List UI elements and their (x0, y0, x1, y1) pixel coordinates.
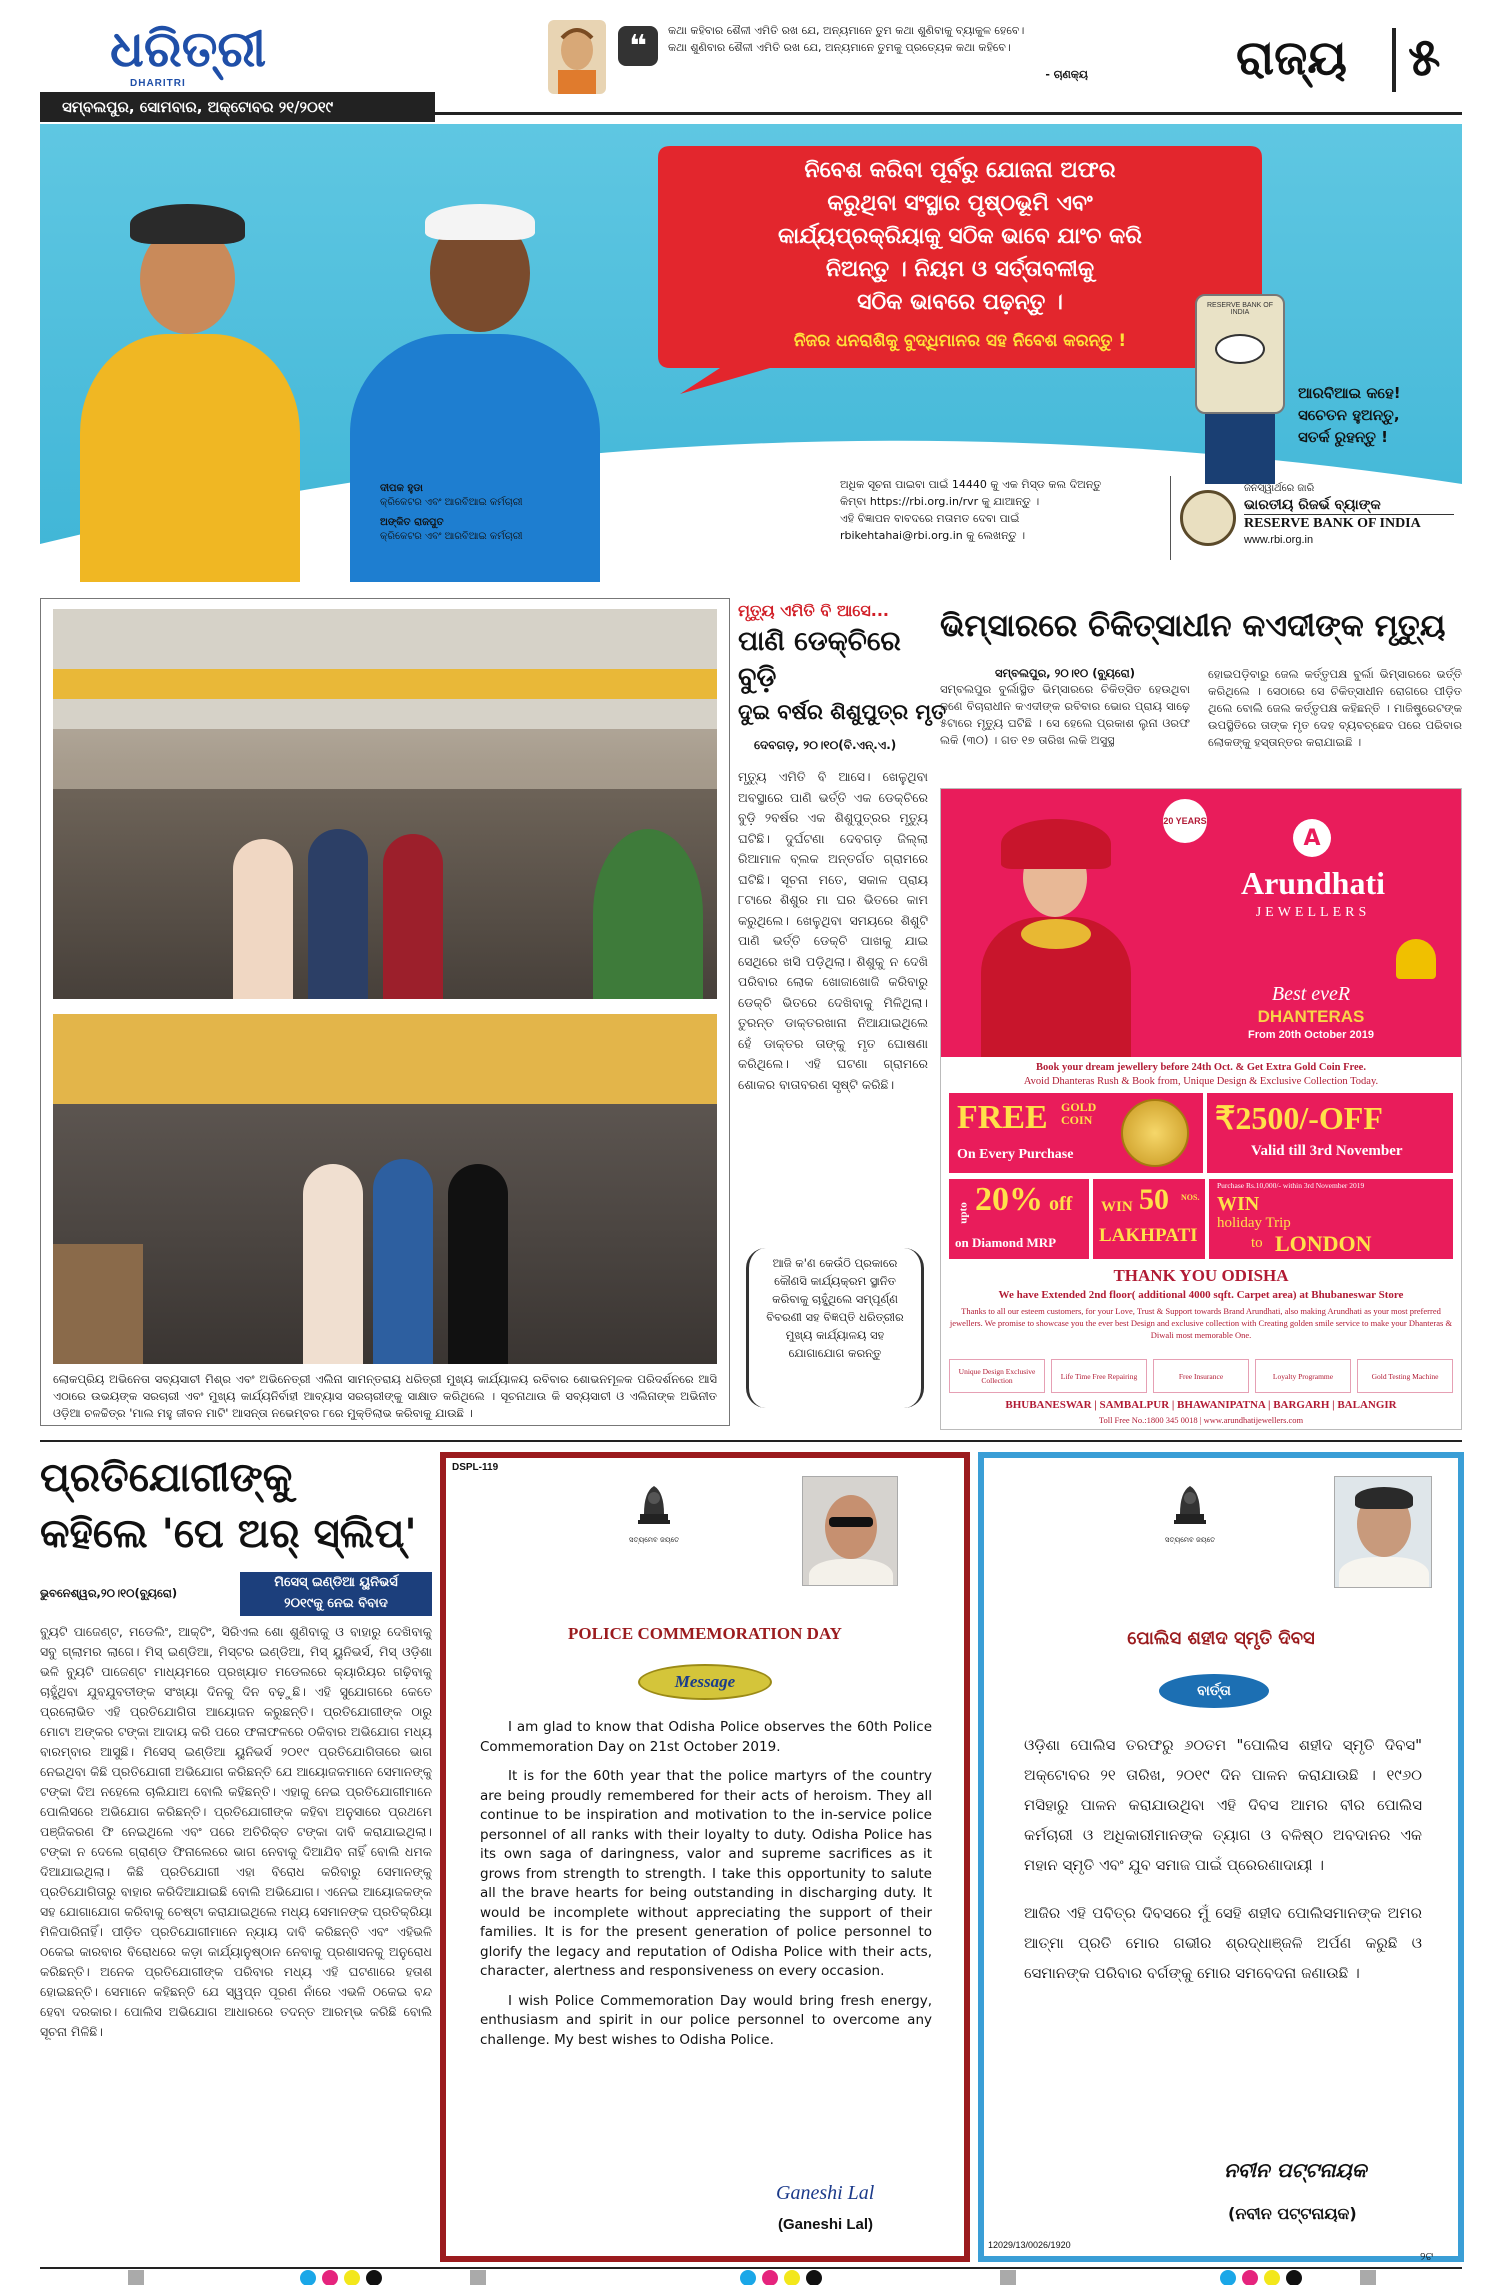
bubble-line-5: ସଠିକ ଭାବରେ ପଢ଼ନ୍ତୁ । (857, 290, 1063, 315)
person1-role: କ୍ରିକେଟର ଏବଂ ଆରବିଆଇ କର୍ମଚାରୀ (380, 497, 523, 508)
free-label: FREE (957, 1099, 1048, 1136)
footer-rule (40, 2267, 1462, 2269)
arundhati-hero (941, 789, 1461, 1057)
quote-author: - ଚାଣକ୍ୟ (1045, 68, 1088, 81)
bubble-tagline: ନିଜର ଧନରାଶିକୁ ବୁଦ୍ଧିମାନର ସହ ନିବେଶ କରନ୍ତୁ ! (793, 331, 1127, 351)
person1-name: ଦୀପକ ହୁଡା (380, 483, 423, 494)
drowning-body: ମୃତ୍ୟୁ ଏମିତି ବି ଆସେ। ଖେଳୁଥିବା ଅବସ୍ଥାରେ ପାଣି ଭର୍ତ୍ତି ଏକ ଡେକ୍‌ଚିରେ ବୁଡ଼ି ୨ବର୍ଷର ଏକ ଶିଶୁପୁତ୍ରର ମୃତ୍ୟୁ ଘଟିଛି। ଦୁର୍ଘଟଣା ଦେବଗଡ଼ ଜିଲ୍ଲା ରିଆମାଳ ବ୍ଲକ ଅନ୍ତର୍ଗତ ଗ୍ରାମରେ ଘଟିଛି। ସୂଚନା ମତେ, ସକାଳ ପ୍ରାୟ ୮ଟାରେ ଶିଶୁର ମା ଘର ଭିତରେ କାମ କରୁଥିଲେ। ଖେଳୁଥିବା ସମୟରେ ଶିଶୁଟି ପାଣି ଭର୍ତ୍ତି ଡେକ୍‌ଚି ପାଖକୁ ଯାଇ ସେଥିରେ ଖସି ପଡ଼ିଥିଲା। ଶିଶୁକୁ ନ ଦେଖି ପରିବାର ଲୋକ ଖୋଜାଖୋଜି କରିବାରୁ ଡେକ୍‌ଚି ଭିତରେ ଦେଖିବାକୁ ମିଳିଥିଲା। ତୁରନ୍ତ ଡାକ୍ତରଖାନା ନିଆଯାଇଥିଲେ ହେଁ ଡାକ୍ତର ତାଙ୍କୁ ମୃତ ଘୋଷଣା କରିଥିଲେ। ଏହି ଘଟଣା ଗ୍ରାମରେ ଶୋକର ବାତାବରଣ ସୃଷ୍ଟି କରିଛି। (738, 769, 928, 1092)
info-line-2: କିମ୍ବା https://rbi.org.in/rvr କୁ ଯାଆନ୍ତୁ । (840, 495, 1040, 508)
page-number: ୫ (1408, 28, 1441, 88)
offer-free-gold (949, 1093, 1203, 1173)
drowning-story (738, 598, 947, 1428)
prison-col-2 (1208, 666, 1462, 751)
lantern-icon (1396, 939, 1436, 979)
registration-marks (0, 2270, 1500, 2285)
book-line-2: Avoid Dhanteras Rush & Book from, Unique Design & Exclusive Collection Today. (1023, 1076, 1379, 1087)
prison-story (940, 598, 1462, 778)
cm-code: 12029/13/0026/1920 (988, 2240, 1071, 2250)
cm-emblem-caption: ସତ୍ୟମେବ ଜୟତେ (1164, 1536, 1216, 1544)
arundhati-brand: Arundhati (1240, 865, 1386, 901)
rbi-info-divider (1170, 476, 1171, 560)
bubble-line-3: କାର୍ଯ୍ୟପ୍ରକ୍ରିୟାକୁ ସଠିକ ଭାବେ ଯାଂଚ କରି (778, 224, 1142, 249)
issued-by: ଜନସ୍ୱାର୍ଥରେ ଜାରି (1244, 483, 1315, 494)
upto-label: upto (957, 1202, 970, 1224)
person2-name: ଅଙ୍କିତ ରାଜପୁତ (380, 517, 444, 528)
arundhati-advertisement (940, 788, 1462, 1430)
governor-code: DSPL-119 (452, 1462, 499, 1473)
prison-col-1 (940, 666, 1190, 749)
cm-message-badge: ବାର୍ତ୍ତା (1159, 1674, 1269, 1708)
bubble-line-1: ନିବେଶ କରିବା ପୂର୍ବରୁ ଯୋଜନା ଅଫର (804, 158, 1116, 183)
thanks-title: THANK YOU ODISHA (1113, 1266, 1289, 1285)
governor-name: (Ganeshi Lal) (778, 2216, 874, 2233)
notice-text: ଆଜି କ'ଣ କେଉଁଠି ପ୍ରକାରେ କୌଣସି କାର୍ଯ୍ୟକ୍ରମ ସ୍ଥାନିତ କରିବାକୁ ଚାହୁଁଥିଲେ ସମ୍ପୂର୍ଣ୍ଣ ବିବରଣୀ ସହ ବିଜ୍ଞପ୍ତି ଧରିତ୍ରୀର ମୁଖ୍ୟ କାର୍ଯ୍ୟାଳୟ ସହ ଯୋଗାଯୋଗ କରନ୍ତୁ (766, 1256, 904, 1360)
footer-page-mark: ୨ଟ (1420, 2250, 1434, 2263)
feature-testing: Gold Testing Machine (1357, 1359, 1453, 1393)
chanakya-portrait (548, 20, 606, 94)
group-photo-1 (53, 609, 717, 999)
national-emblem-icon (634, 1478, 674, 1534)
trip-purchase: Purchase Rs.10,000/- within 3rd November 2019 (1217, 1181, 1365, 1190)
cm-portrait (1334, 1476, 1432, 1588)
gold-coin-label: GOLD COIN (1061, 1100, 1097, 1127)
offer-diamond (949, 1179, 1089, 1259)
off-amount: ₹2500/-OFF (1215, 1100, 1383, 1136)
drowning-headline-1: ପାଣି ଡେକ୍‌ଚିରେ ବୁଡ଼ି (738, 626, 901, 693)
promo-dhanteras: DHANTERAS (1257, 1007, 1365, 1026)
book-note (941, 1061, 1461, 1089)
rbi-odia-name: ଭାରତୀୟ ରିଜର୍ଭ ବ୍ୟାଙ୍କ (1244, 497, 1381, 513)
lakhpati-count: 50 (1139, 1183, 1169, 1216)
photo-block (40, 598, 730, 1426)
drowning-dateline: ଦେବଗଡ଼, ୨୦।୧୦(ବି.ଏନ୍.ଏ.) (754, 738, 897, 752)
diamond-percent: 20% (975, 1181, 1043, 1218)
info-line-3: ଏହି ବିଜ୍ଞାପନ ବାବଦରେ ମତାମତ ଦେବା ପାଇଁ (840, 512, 1020, 525)
logo-text: ଧରିତ୍ରୀ (110, 19, 267, 78)
mascot-line-3: ସତର୍କ ରୁହନ୍ତୁ ! (1298, 428, 1388, 446)
message-badge: Message (638, 1664, 772, 1700)
daily-quote (668, 22, 1088, 97)
section-name: ରାଜ୍ୟ (1236, 30, 1347, 86)
trip-to: to (1251, 1235, 1263, 1251)
info-line-1: ଅଧିକ ସୂଚନା ପାଇବା ପାଇଁ 14440 କୁ ଏକ ମିସ୍ଡ କଲ ଦିଅନ୍ତୁ (840, 478, 1102, 491)
trip-holiday: holiday Trip (1217, 1215, 1291, 1231)
prison-body-1: ସମ୍ବଲପୁର ବୁର୍ଲାସ୍ଥିତ ଭିମ୍‌ସାରରେ ଚିକିତ୍ସିତ ହେଉଥିବା ଜଣେ ବିଚାରାଧୀନ କଏଦୀଙ୍କ ରବିବାର ଭୋର ପ୍ରାୟ ସାଢ଼େ ୫ଟାରେ ମୃତ୍ୟୁ ଘଟିଛି । ସେ ହେଲେ ପ୍ରକାଶ ଲୁନା ଓରଫ ଲକି (୩୦) । ଗତ ୧୭ ତାରିଖ ଲକି ଅସୁସ୍ଥ (940, 682, 1190, 747)
promo-date: From 20th October 2019 (1248, 1029, 1374, 1041)
cm-signature: ନବୀନ ପଟ୍ଟନାୟକ (1224, 2158, 1367, 2182)
thanks-block (949, 1265, 1453, 1341)
masthead-rule (435, 112, 1462, 115)
every-purchase: On Every Purchase (957, 1147, 1074, 1162)
governor-message (440, 1452, 970, 2262)
lakhpati-nos: NOS. (1181, 1193, 1200, 1202)
drowning-headline-2: ଦୁଇ ବର୍ଷର ଶିଶୁପୁତ୍ର ମୃତ (738, 700, 947, 724)
governor-portrait (802, 1476, 898, 1586)
gold-coin-icon (1121, 1099, 1189, 1167)
mascot-callout (1298, 382, 1448, 448)
store-cities: BHUBANESWAR | SAMBALPUR | BHAWANIPATNA | BARGARH | BALANGIR (1005, 1399, 1397, 1411)
rbi-brand (1244, 480, 1454, 549)
notice-box (746, 1248, 924, 1408)
cm-body (1024, 1730, 1422, 1988)
pay-headline-1: ପ୍ରତିଯୋଗୀଙ୍କୁ (40, 1455, 293, 1501)
pay-body: ବ୍ୟୁଟି ପାଜେଣ୍ଟ, ମଡେଲିଂ, ଆକ୍ଟିଂ, ସିରିଏଲ ଶୋ ଶୁଣିବାକୁ ଓ ବାହାରୁ ଦେଖିବାକୁ ସବୁ ଗ୍ଲାମର ଲାଗେ। ମିସ୍ ଇଣ୍ଡିଆ, ମିସ୍ଟର ଇଣ୍ଡିଆ, ମିସ୍ ୟୁନିଭର୍ସ, ମିସ୍ ଓଡ଼ିଶା ଭଳି ବ୍ୟୁଟି ପାଜେଣ୍ଟ ମାଧ୍ୟମରେ ପ୍ରଖ୍ୟାତ ମଡେଲରେ କ୍ୟାରିୟର ଗଢ଼ିବାକୁ ଚାହୁଁଥିବା ଯୁବଯୁବତୀଙ୍କ ସଂଖ୍ୟା ଦିନକୁ ଦିନ ବଢ଼ୁଛି। ଏହି ସୁଯୋଗରେ କେତେ ପ୍ରଲୋଭିତ ଏହି ପ୍ରତିଯୋଗିତା ଆୟୋଜନ କରୁଛନ୍ତି। ପ୍ରତିଯୋଗୀଙ୍କ ଠାରୁ ମୋଟା ଅଙ୍କର ଟଙ୍କା ଆଦାୟ କରି ପରେ ଫଳାଫଳରେ ଠକିବାର ଅଭିଯୋଗ ମଧ୍ୟ ବାରମ୍ବାର ଆସୁଛି। ମିସେସ୍ ଇଣ୍ଡିଆ ୟୁନିଭର୍ସ ୨୦୧୯ ପ୍ରତିଯୋଗିତାରେ ଭାଗ ନେଇଥିବା କିଛି ପ୍ରତିଯୋଗୀ ଅଭିଯୋଗ କରିଛନ୍ତି ଯେ ଆୟୋଜକମାନେ ସେମାନଙ୍କୁ ଟଙ୍କା ଦିଅ ନହେଲେ ଚାଲିଯାଅ ବୋଲି କହିଛନ୍ତି। ଏହାକୁ ନେଇ ପ୍ରତିଯୋଗୀମାନେ ପୋଲିସରେ ଅଭିଯୋଗ କରିଛନ୍ତି। ପ୍ରତିଯୋଗୀଙ୍କ କହିବା ଅନୁସାରେ ପ୍ରଥମେ ପଞ୍ଜିକରଣ ଫି ନେଇଥିଲେ ଏବଂ ପରେ ଅତିରିକ୍ତ ଟଙ୍କା ଦାବି କରାଯାଇଥିଲା। ଟଙ୍କା ନ ଦେଲେ ଗ୍ରାଣ୍ଡ ଫିନାଲେରେ ଭାଗ ନେବାକୁ ଦିଆଯିବ ନାହିଁ ବୋଲି ଧମକ ଦିଆଯାଇଥିଲା। କିଛି ପ୍ରତିଯୋଗୀ ଏହା ବିରୋଧ କରିବାରୁ ସେମାନଙ୍କୁ ପ୍ରତିଯୋଗିତାରୁ ବାହାର କରିଦିଆଯାଇଛି ବୋଲି ଅଭିଯୋଗ। ଏନେଇ ଆୟୋଜକଙ୍କ ସହ ଯୋଗାଯୋଗ କରିବାକୁ ଚେଷ୍ଟା କରାଯାଇଥିଲେ ମଧ୍ୟ ସେମାନଙ୍କ ପ୍ରତିକ୍ରିୟା ମିଳିପାରିନାହିଁ। ପୀଡ଼ିତ ପ୍ରତିଯୋଗୀମାନେ ନ୍ୟାୟ ଦାବି କରିଛନ୍ତି ଏବଂ ଏହିଭଳି ଠକେଇ କାରବାର ବିରୋଧରେ କଡ଼ା କାର୍ଯ୍ୟାନୁଷ୍ଠାନ ନେବାକୁ ପ୍ରଶାସନକୁ ଅନୁରୋଧ କରିଛନ୍ତି। ଅନେକ ପ୍ରତିଯୋଗୀଙ୍କ ପରିବାର ମଧ୍ୟ ଏହି ଘଟଣାରେ ହତାଶ ହୋଇଛନ୍ତି। ସେମାନେ କହିଛନ୍ତି ଯେ ସ୍ୱପ୍ନ ପୂରଣ ନାଁରେ ଏଭଳି ଠକେଇ ବନ୍ଦ ହେବା ଦରକାର। ପୋଲିସ ଅଭିଯୋଗ ଆଧାରରେ ତଦନ୍ତ ଆରମ୍ଭ କରିଛି ବୋଲି ସୂଚନା ମିଳିଛି। (40, 1624, 432, 2039)
dateline-bar (40, 92, 435, 122)
bubble-line-2: କରୁଥିବା ସଂସ୍ଥାର ପୃଷ୍ଠଭୂମି ଏବଂ (827, 191, 1093, 216)
offer-london-trip (1209, 1179, 1453, 1259)
thanks-line: We have Extended 2nd floor( additional 4000 sqft. Carpet area) at Bhubaneswar Store (998, 1289, 1404, 1301)
governor-title: POLICE COMMEMORATION DAY (568, 1624, 842, 1643)
lakhpati-label: LAKHPATI (1099, 1225, 1198, 1246)
lakhpati-win: WIN (1101, 1199, 1133, 1215)
person2-role: କ୍ରିକେଟର ଏବଂ ଆରବିଆଇ କର୍ମଚାରୀ (380, 531, 523, 542)
pay-tag-line-1: ମିସେସ୍ ଇଣ୍ଡିଆ ୟୁନିଭର୍ସ (274, 1575, 398, 1590)
rbi-seal (1180, 490, 1236, 546)
cm-name: (ନବୀନ ପଟ୍ଟନାୟକ) (1228, 2204, 1357, 2223)
drowning-kicker: ମୃତ୍ୟୁ ଏମିତି ବି ଆସେ... (738, 601, 889, 620)
offer-lakhpati (1093, 1179, 1205, 1259)
trip-win: WIN (1217, 1193, 1260, 1215)
toll-free: Toll Free No.:1800 345 0018 | www.arundhatijewellers.com (1098, 1415, 1304, 1425)
cm-para-1: ଓଡ଼ିଶା ପୋଲିସ ତରଫରୁ ୬୦ତମ "ପୋଲିସ ଶହୀଦ ସ୍ମୃତି ଦିବସ" ଅକ୍ଟୋବର ୨୧ ତାରିଖ, ୨୦୧୯ ଦିନ ପାଳନ କରାଯାଉଛି । ୧୯୬୦ ମସିହାରୁ ପାଳନ କରାଯାଉଥିବା ଏହି ଦିବସ ଆମର ବୀର ପୋଲିସ କର୍ମଚାରୀ ଓ ଅଧିକାରୀମାନଙ୍କ ତ୍ୟାଗ ଓ ବଳିଷ୍ଠ ଅବଦାନର ଏକ ମହାନ ସ୍ମୃତି ଏବଂ ଯୁବ ସମାଜ ପାଇଁ ପ୍ରେରଣାଦାୟୀ । (1024, 1736, 1422, 1874)
cm-title: ପୋଲିସ ଶହୀଦ ସ୍ମୃତି ଦିବସ (1127, 1628, 1315, 1649)
bride-figure (981, 809, 1131, 1057)
thanks-small: Thanks to all our esteem customers, for your Love, Trust & Support towards Brand Arundhati, also making Arundhati as your most preferred jewellers. We promise to showcase you the ever best Design and exclusive collection with Creating golden smile service to make your Dhanteras & Diwali most memorable One. (949, 1306, 1453, 1340)
feature-strip (949, 1359, 1453, 1393)
dateline: ସମ୍ବଲପୁର, ସୋମବାର, ଅକ୍ଟୋବର ୨୧/୨୦୧୯ (62, 98, 334, 116)
governor-para-2: It is for the 60th year that the police martyrs of the country are being proudly remembered for their acts of heroism. They all continue to be inspiration and motivation to the in-service police personnel of all ranks with their loyalty to duty. Odisha Police has its own saga of daringness, valor and supreme sacrifices as it grows from strength to strength. I take this opportunity to salute all the brave hearts for being outstanding in discharging duty. It would be incomplete without appreciating the support of their families. It is for the present generation of police personnel to glorify the legacy and reputation of Odisha Police with their acts, character, alertness and responsiveness on every occasion. (480, 1768, 932, 1979)
mid-page-rule (40, 1440, 1462, 1442)
pay-dateline: ଭୁବନେଶ୍ୱର,୨୦।୧୦(ବ୍ୟୁରୋ) (40, 1586, 178, 1600)
person-credits (380, 482, 580, 544)
mascot-line-2: ସଚେତନ ହୁଅନ୍ତୁ, (1298, 406, 1400, 424)
anniversary-badge: 20 YEARS (1163, 799, 1207, 843)
pay-story (40, 1450, 432, 2260)
feature-repair: Life Time Free Repairing (1051, 1359, 1147, 1393)
governor-signature: Ganeshi Lal (776, 2182, 875, 2204)
governor-para-1: I am glad to know that Odisha Police observes the 60th Police Commemoration Day on 21st October 2019. (480, 1719, 932, 1755)
book-line-1: Book your dream jewellery before 24th Oct. & Get Extra Gold Coin Free. (1036, 1062, 1366, 1073)
logo (110, 18, 267, 98)
pay-tag-line-2: ୨୦୧୯କୁ ନେଇ ବିବାଦ (284, 1596, 388, 1611)
info-line-4: rbikehtahai@rbi.org.in କୁ ଲେଖନ୍ତୁ । (840, 529, 1026, 542)
quote-icon: ❝ (618, 26, 658, 66)
arundhati-brand-sub: JEWELLERS (1255, 905, 1371, 920)
mascot-note-label: RESERVE BANK OF INDIA (1206, 302, 1273, 316)
masthead (0, 0, 1500, 120)
bubble-line-4: ନିଅନ୍ତୁ । ନିୟମ ଓ ସର୍ତ୍ତାବଳୀକୁ (825, 257, 1095, 282)
feature-insurance: Free Insurance (1153, 1359, 1249, 1393)
promo-best-ever: Best eveR (1271, 983, 1351, 1005)
governor-body (480, 1718, 932, 2050)
diamond-off: off (1049, 1193, 1073, 1215)
mascot-line-1: ଆରବିଆଇ କହେ! (1298, 384, 1401, 402)
rbi-advertisement (40, 124, 1462, 582)
feature-unique: Unique Design Exclusive Collection (949, 1359, 1045, 1393)
pay-tag (240, 1572, 432, 1616)
diamond-mrp: on Diamond MRP (955, 1235, 1057, 1250)
governor-para-3: I wish Police Commemoration Day would bring fresh energy, enthusiasm and spirit in our police personnel to overcome any challenge. My best wishes to Odisha Police. (480, 1992, 932, 2048)
logo-subtext: DHARITRI (130, 78, 186, 89)
section-divider (1392, 28, 1396, 92)
trip-london: LONDON (1275, 1231, 1372, 1256)
prison-dateline: ସମ୍ବଲପୁର, ୨୦।୧୦ (ବ୍ୟୁରୋ) (995, 666, 1135, 680)
off-valid: Valid till 3rd November (1251, 1143, 1403, 1159)
group-photo-2 (53, 1014, 717, 1364)
governor-emblem-caption: ସତ୍ୟମେବ ଜୟତେ (628, 1536, 680, 1544)
quote-line-1: କଥା କହିବାର ଶୈଳୀ ଏମିତି ରଖ ଯେ, ଅନ୍ୟମାନେ ତୁମ କଥା ଶୁଣିବାକୁ ବ୍ୟାକୁଳ ହେବେ। (668, 24, 1025, 37)
rbi-english-name: RESERVE BANK OF INDIA (1244, 514, 1454, 532)
photo-caption: ଲୋକପ୍ରିୟ ଅଭିନେତା ସବ୍ୟସାଚୀ ମିଶ୍ର ଏବଂ ଅଭିନେତ୍ରୀ ଏଲିନା ସାମନ୍ତରାୟ ଧରିତ୍ରୀ ମୁଖ୍ୟ କାର୍ଯ୍ୟାଳୟ ରବିବାର ଶୋଭନମୂଳକ ପରିଦର୍ଶନରେ ଆସି ଏଠାରେ ଉଭୟଙ୍କ ସରଚାରୀ ଏବଂ ମୁଖ୍ୟ କାର୍ଯ୍ୟନିର୍ବାହୀ ଆବ୍ୟାସ ସରଚାରୀଙ୍କୁ ସାକ୍ଷାତ କରିଥିଲେ । ସୂଚନାଥାଉ କି ସବ୍ୟସାଚୀ ଓ ଏଲିନାଙ୍କ ଅଭିନୀତ ଓଡ଼ିଆ ଚଳଚ୍ଚିତ୍ର 'ମାଲ ମହୁ ଜୀବନ ମାଟି' ଆସନ୍ତା ନଭେମ୍ବର ୮ରେ ମୁକ୍ତିଲାଭ କରିବାକୁ ଯାଉଛି । (53, 1372, 717, 1420)
speech-bubble-text (680, 154, 1240, 358)
cm-emblem-icon (1170, 1478, 1210, 1534)
cm-message (978, 1452, 1464, 2262)
pay-headline-2: କହିଲେ 'ପେ ଅର୍ ସ୍ଲିପ୍' (40, 1511, 417, 1557)
prison-headline: ଭିମ୍‌ସାରରେ ଚିକିତ୍ସାଧୀନ କଏଦୀଙ୍କ ମୃତ୍ୟୁ (940, 608, 1446, 644)
feature-loyalty: Loyalty Programme (1255, 1359, 1351, 1393)
cm-para-2: ଆଜିର ଏହି ପବିତ୍ର ଦିବସରେ ମୁଁ ସେହି ଶହୀଦ ପୋଲିସମାନଙ୍କ ଅମର ଆତ୍ମା ପ୍ରତି ମୋର ଗଭୀର ଶ୍ରଦ୍ଧାଞ୍ଜଳି ଅର୍ପଣ କରୁଛି ଓ ସେମାନଙ୍କ ପରିବାର ବର୍ଗଙ୍କୁ ମୋର ସମବେଦନା ଜଣାଉଛି । (1024, 1904, 1422, 1982)
rbi-mascot (1180, 294, 1300, 504)
rbi-info (840, 476, 1140, 544)
quote-line-2: କଥା ଶୁଣିବାର ଶୈଳୀ ଏମିତି ରଖ ଯେ, ଅନ୍ୟମାନେ ତୁମକୁ ପ୍ରତ୍ୟେକ କଥା କହିବେ। (668, 41, 1011, 54)
arundhati-logo-icon: A (1293, 819, 1331, 857)
prison-body-2: ହୋଇପଡ଼ିବାରୁ ଜେଲ କର୍ତ୍ତୃପକ୍ଷ ବୁର୍ଲା ଭିମ୍‌ସାରରେ ଭର୍ତ୍ତି କରିଥିଲେ । ସେଠାରେ ସେ ଚିକିତ୍ସାଧୀନ ରୋଗରେ ପୀଡ଼ିତ ଥିଲେ ବୋଲି ଜେଲ କର୍ତ୍ତୃପକ୍ଷ କହିଛନ୍ତି । ମାଜିଷ୍ଟ୍ରେଟଙ୍କ ଉପସ୍ଥିତିରେ ତାଙ୍କ ମୃତ ଦେହ ବ୍ୟବଚ୍ଛେଦ ପରେ ପରିବାର ଲୋକଙ୍କୁ ହସ୍ତାନ୍ତର କରାଯାଇଛି । (1208, 667, 1462, 749)
person-cricketer-1 (80, 204, 300, 582)
offer-flat-off (1207, 1093, 1453, 1173)
rbi-url: www.rbi.org.in (1244, 534, 1314, 546)
